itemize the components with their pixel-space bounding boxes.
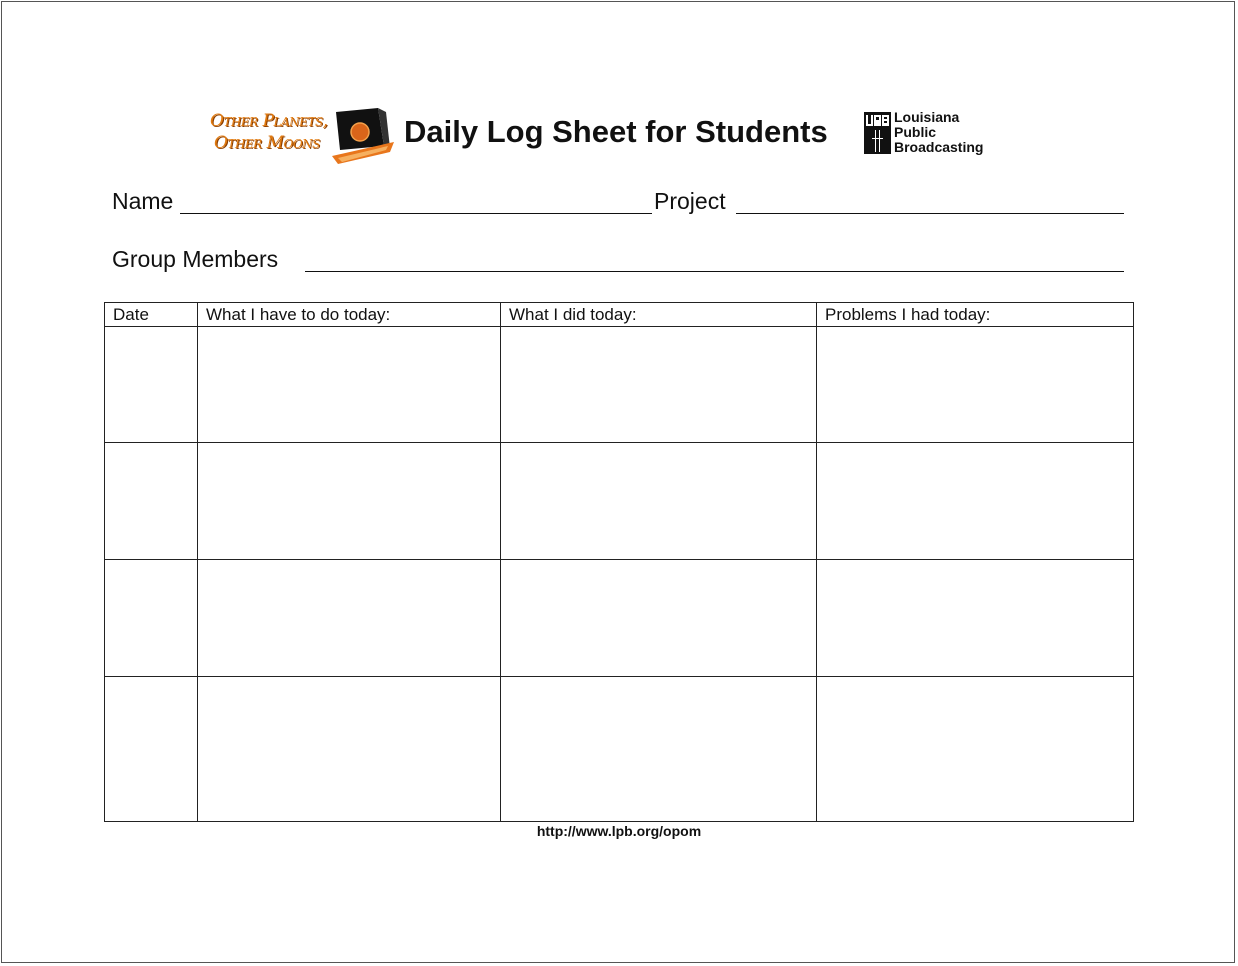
table-cell-to-do[interactable]	[198, 443, 500, 559]
table-cell-to-do[interactable]	[198, 677, 500, 821]
table-cell-to-do[interactable]	[198, 327, 500, 442]
column-header-did: What I did today:	[509, 305, 637, 324]
lpb-logo	[864, 110, 1014, 158]
table-cell-date[interactable]	[105, 443, 197, 559]
table-cell-did[interactable]	[501, 677, 816, 821]
group-members-label: Group Members	[112, 246, 279, 272]
name-label: Name	[112, 188, 174, 214]
table-cell-date[interactable]	[105, 677, 197, 821]
daily-log-table	[104, 302, 1134, 822]
opom-logo-line1: Other Planets,	[210, 111, 328, 131]
name-field[interactable]	[180, 213, 652, 214]
table-cell-date[interactable]	[105, 560, 197, 676]
lpb-logo-text	[894, 110, 983, 155]
lpb-line2: Public	[894, 124, 937, 140]
group-members-field[interactable]	[305, 271, 1124, 272]
table-cell-problems[interactable]	[817, 443, 1133, 559]
table-cell-date[interactable]	[105, 327, 197, 442]
opom-logo-line2: Other Moons	[214, 133, 320, 153]
column-header-to-do: What I have to do today:	[206, 305, 391, 324]
lpb-line1: Louisiana	[894, 109, 960, 125]
column-header-date: Date	[113, 305, 149, 324]
opom-logo	[210, 110, 400, 170]
table-cell-did[interactable]	[501, 560, 816, 676]
planet-box-icon	[330, 106, 396, 166]
table-cell-to-do[interactable]	[198, 560, 500, 676]
column-header-problems: Problems I had today:	[825, 305, 991, 324]
table-cell-problems[interactable]	[817, 560, 1133, 676]
project-field[interactable]	[736, 213, 1124, 214]
page-title: Daily Log Sheet for Students	[404, 114, 828, 149]
lpb-mark-icon	[864, 112, 891, 154]
footer-url[interactable]: http://www.lpb.org/opom	[536, 823, 702, 839]
table-cell-problems[interactable]	[817, 327, 1133, 442]
project-label: Project	[654, 188, 726, 214]
lpb-line3: Broadcasting	[894, 139, 984, 155]
opom-logo-text	[210, 110, 328, 154]
table-cell-did[interactable]	[501, 327, 816, 442]
table-cell-did[interactable]	[501, 443, 816, 559]
table-cell-problems[interactable]	[817, 677, 1133, 821]
